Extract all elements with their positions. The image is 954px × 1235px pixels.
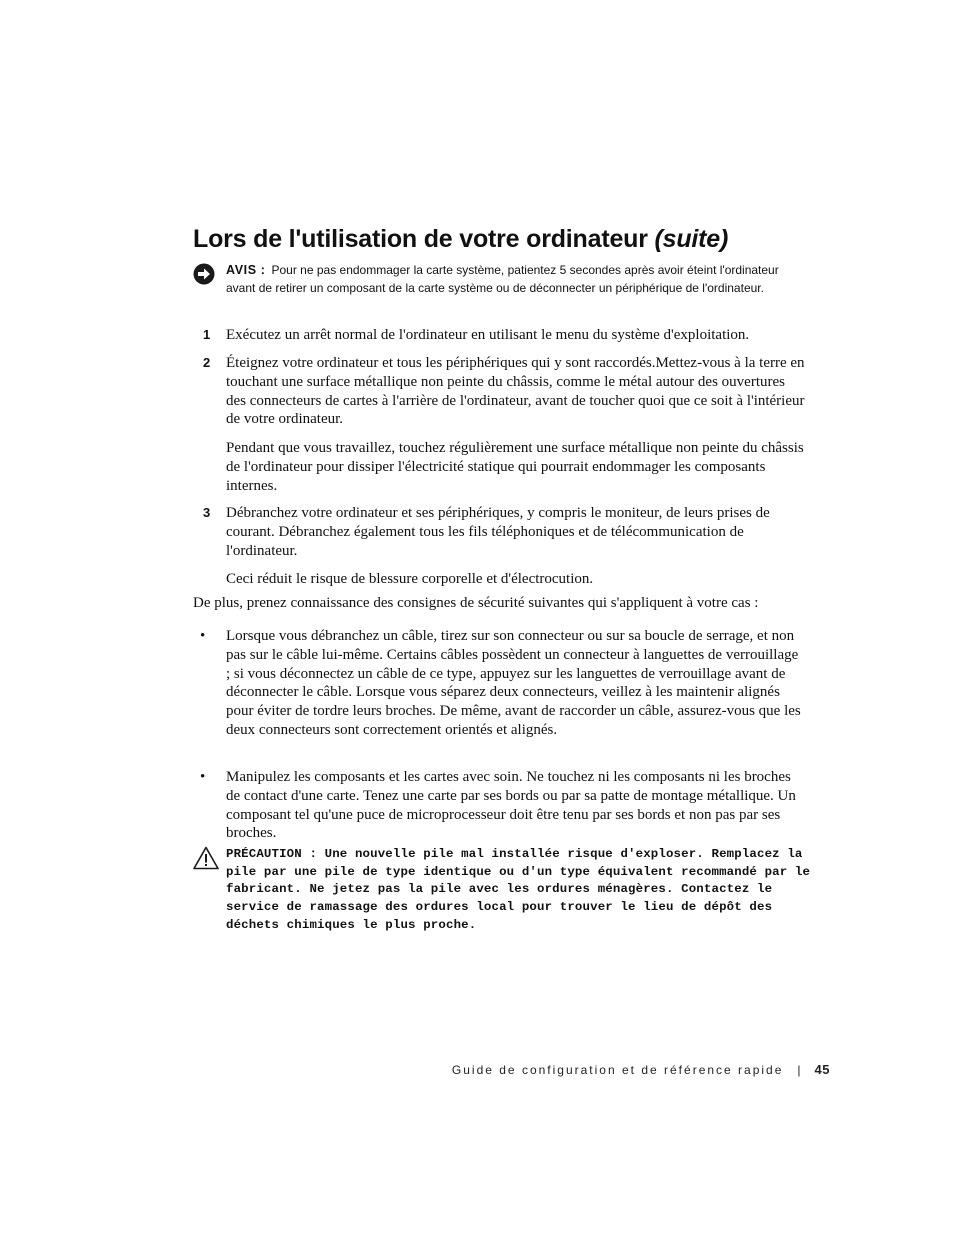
footer-separator: |: [797, 1062, 801, 1077]
page-number: 45: [814, 1062, 830, 1077]
step-number: 2: [203, 355, 211, 370]
footer-guide-title: Guide de configuration et de référence rapide: [451, 1062, 784, 1077]
step-text: Exécutez un arrêt normal de l'ordinateur en utilisant le menu du système d'exploitation.: [226, 327, 750, 343]
notice-label: AVIS :: [226, 263, 266, 277]
bullet-mark: •: [200, 628, 206, 644]
list-item: [193, 768, 805, 843]
step-1: [193, 326, 805, 345]
caution-triangle-icon: [193, 846, 226, 935]
step-number: 3: [203, 505, 211, 520]
caution-label: PRÉCAUTION :: [226, 847, 318, 861]
heading-suffix: (suite): [654, 225, 729, 253]
heading-main: Lors de l'utilisation de votre ordinateur: [193, 225, 655, 253]
step-3-followup: Ceci réduit le risque de blessure corporelle et d'électrocution.: [226, 571, 594, 587]
bullet-text: Lorsque vous débranchez un câble, tirez sur son connecteur ou sur sa boucle de serrage, et non pas sur le câble lui-même. Certains câbles possèdent un connecteur à languettes de verrouillage ; si vous déconnectez un câble de ce type, appuyez sur les languettes de verrouillage avant de déconnecter le câble. Lorsque vous séparez deux connecteurs, veillez à les maintenir alignés pour éviter de tordre leurs broches. De même, avant de raccorder un câble, assurez-vous que les deux connecteurs sont correctement orientés et alignés.: [226, 628, 801, 738]
step-number: 1: [203, 327, 211, 342]
bullet-text: Manipulez les composants et les cartes avec soin. Ne touchez ni les composants ni les broches de contact d'une carte. Tenez une carte par ses bords ou par sa patte de montage métallique. Un composant tel qu'une puce de microprocesseur doit être tenu par ses bords et non pas par ses broches.: [226, 769, 796, 842]
notice-text: Pour ne pas endommager la carte système, patientez 5 secondes après avoir éteint l'ordinateur avant de retirer un composant de la carte système ou de déconnecter un périphérique de l'ordinateur.: [226, 263, 779, 295]
step-text: Éteignez votre ordinateur et tous les périphériques qui y sont raccordés.Mettez-vous à la terre en touchant une surface métallique non peinte du châssis, comme le métal autour des ouvertures des connecteurs de cartes à l'arrière de l'ordinateur, avant de toucher quoi que ce soit à l'intérieur de votre ordinateur.: [226, 355, 805, 428]
safety-intro: De plus, prenez connaissance des consignes de sécurité suivantes qui s'appliquent à votre cas :: [193, 595, 759, 611]
notice-arrow-icon: [193, 262, 226, 297]
step-2: [193, 354, 805, 429]
notice-block: [193, 262, 805, 297]
caution-block: [193, 846, 813, 935]
step-3: [193, 504, 805, 560]
step-2-followup: Pendant que vous travaillez, touchez régulièrement une surface métallique non peinte du châssis de l'ordinateur pour dissiper l'électricité statique qui pourrait endommager les composants internes.: [226, 440, 804, 494]
list-item: [193, 627, 805, 740]
page-footer: [452, 1062, 830, 1077]
page-heading: [193, 222, 913, 256]
bullet-mark: •: [200, 769, 206, 785]
step-text: Débranchez votre ordinateur et ses périphériques, y compris le moniteur, de leurs prises de courant. Débranchez également tous les fils téléphoniques et de télécommunication de l'ordinateur.: [226, 505, 770, 559]
caution-text: Une nouvelle pile mal installée risque d'exploser. Remplacez la pile par une pile de type identique ou d'un type équivalent recommandé par le fabricant. Ne jetez pas la pile avec les ordures ménagères. Contactez le service de ramassage des ordures local pour trouver le lieu de dépôt des déchets chimiques le plus proche.: [226, 847, 811, 932]
